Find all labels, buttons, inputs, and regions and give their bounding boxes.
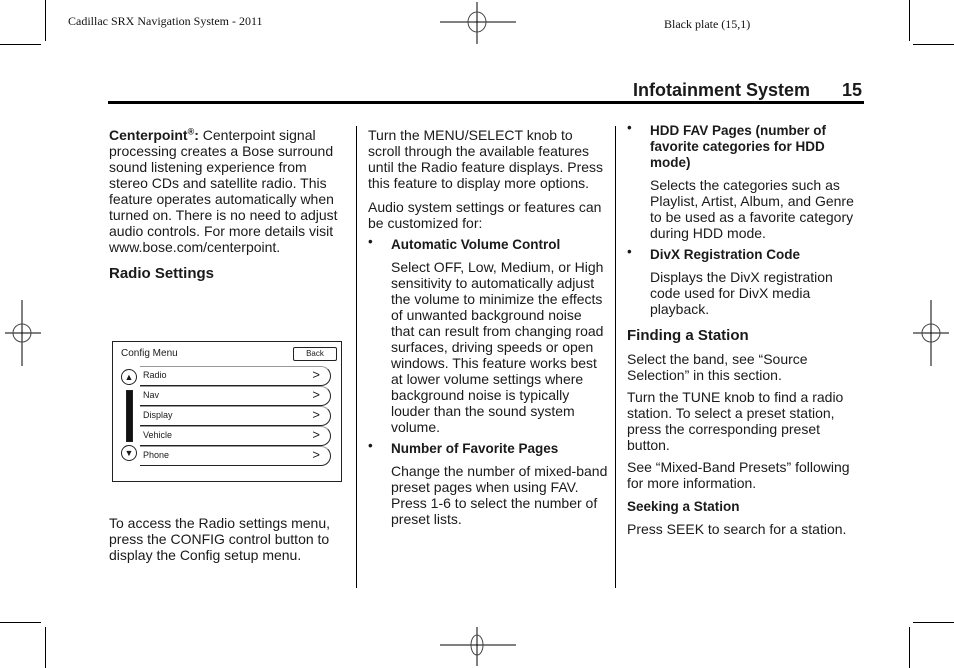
bullet-hdd-fav-text: Selects the categories such as Playlist, Artist, Album, and Genre to be used as a favorite category during HDD mode. [650,177,854,241]
centerpoint-text: Centerpoint signal processing creates a Bose surround sound listening experience from stereo CDs and satellite radio. This feature operates automatically when turned on. There is no need to adjust audio controls. For more details visit www.bose.com/centerpoint. [109,127,338,255]
customize-intro: Audio system settings or features can be customized for: [368,199,602,231]
registration-mark-icon [440,0,516,46]
chevron-right-icon: > [312,387,320,402]
crop-mark [0,622,41,623]
centerpoint-label: Centerpoint [109,127,188,143]
finding-p1: Select the band, see “Source Selection” in this section. [627,351,808,383]
header-rule [108,101,864,104]
menu-item-label: Nav [143,390,160,400]
menu-item-radio[interactable] [140,366,331,386]
crop-mark [909,627,910,668]
page-number: 15 [841,80,862,100]
config-menu-figure [112,341,342,482]
menu-item-nav[interactable] [140,386,331,406]
finding-station-heading: Finding a Station [627,327,749,344]
crop-mark [913,44,954,45]
config-menu-title: Config Menu [121,348,178,359]
centerpoint-paragraph [109,127,349,255]
bullet-avc-text: Select OFF, Low, Medium, or High sensitivity to automatically adjust the volume to minimize the effects of unwanted background noise that can result from changing road surfaces, driving speeds or open windows. This feature works best at lower volume settings where background noise is typically louder than the sound system volume. [391,259,604,435]
menu-item-label: Radio [143,370,167,380]
registration-mark-icon [440,626,516,668]
bullet-hdd-fav-title: • HDD FAV Pages (number of favorite categories for HDD mode) [627,123,863,171]
radio-settings-heading: Radio Settings [109,265,215,282]
seeking-text: Press SEEK to search for a station. [627,521,847,537]
menu-item-label: Display [143,410,173,420]
registration-mark-icon [908,296,954,368]
column-divider [615,126,616,588]
chevron-right-icon: > [312,427,320,442]
finding-p3: See “Mixed-Band Presets” following for more information. [627,459,850,491]
print-header-right: Black plate (15,1) [664,17,751,31]
column-2 [368,127,608,533]
registered-mark: ® [187,126,195,137]
column-1 [109,127,349,289]
crop-mark [913,622,954,623]
scroll-up-icon[interactable]: ▲ [121,369,137,385]
menu-item-label: Vehicle [143,430,173,440]
chevron-right-icon: > [312,447,320,462]
menu-item-display[interactable] [140,406,331,426]
colon: : [194,127,199,143]
finding-p2: Turn the TUNE knob to find a radio station. To select a preset station, press the corresponding preset button. [627,389,844,453]
chevron-right-icon: > [312,407,320,422]
menu-select-paragraph: Turn the MENU/SELECT knob to scroll through the available features until the Radio feature displays. Press this feature to display more options. [368,127,604,191]
scroll-down-icon[interactable]: ▼ [121,445,137,461]
bullet-divx-text: Displays the DivX registration code used for DivX media playback. [650,269,833,317]
menu-item-vehicle[interactable] [140,426,331,446]
seeking-station-heading: Seeking a Station [627,499,740,514]
registration-mark-icon [0,296,46,368]
menu-item-phone[interactable] [140,446,331,466]
crop-mark [45,627,46,668]
crop-mark [45,0,46,41]
section-title: Infotainment System [632,80,810,100]
chevron-right-icon: > [312,367,320,382]
column-3 [627,123,863,543]
bullet-fav-pages-title: • Number of Favorite Pages [368,441,608,457]
access-paragraph: To access the Radio settings menu, press the CONFIG control button to display the Config setup menu. [109,515,331,563]
bullet-avc-title: • Automatic Volume Control [368,237,608,253]
menu-item-label: Phone [143,450,170,460]
crop-mark [909,0,910,41]
crop-mark [0,44,41,45]
print-header-left: Cadillac SRX Navigation System - 2011 [68,14,263,28]
scrollbar[interactable] [126,390,133,442]
back-button[interactable]: Back [293,347,337,361]
bullet-fav-pages-text: Change the number of mixed-band preset pages when using FAV. Press 1-6 to select the number of preset lists. [391,463,608,527]
column-divider [356,126,357,588]
bullet-divx-title: • DivX Registration Code [627,247,863,263]
